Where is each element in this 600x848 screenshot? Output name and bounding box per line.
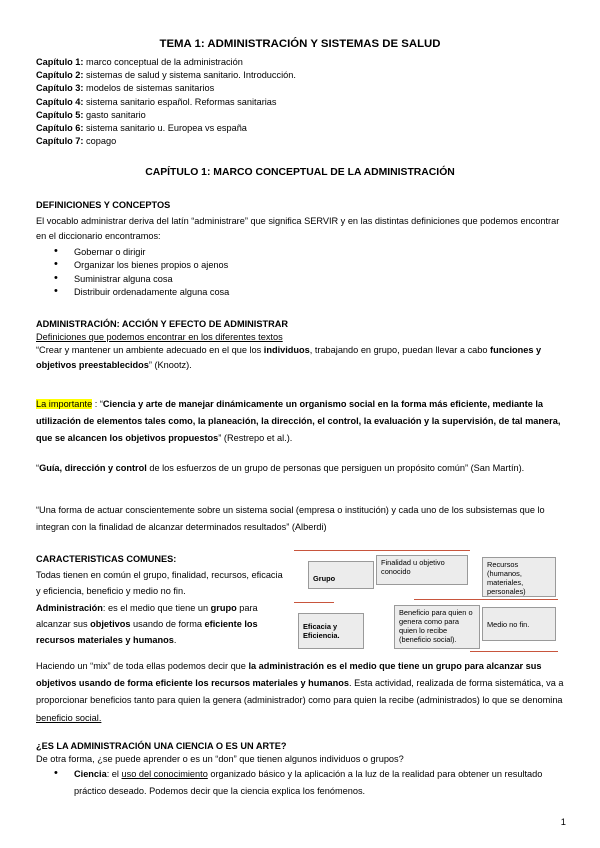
common-section [36, 551, 284, 648]
definitions-intro: El vocablo administrar deriva del latín “administrare” que significa SERVIR y en las distintas definiciones que podemos encontrar en el diccionario encontramos: [36, 215, 560, 241]
chapter-item: Capítulo 7: copago [36, 136, 117, 147]
list-item: • Organizar los bienes propios o ajenos [36, 259, 566, 272]
list-item: • Suministrar alguna cosa [36, 273, 566, 286]
diagram-box-recursos: Recursos (humanos, materiales, personales) [482, 557, 556, 597]
page-number: 1 [560, 816, 566, 827]
admin-definition: Administración: es el medio que tiene un grupo para alcanzar sus objetivos usando de forma eficiente los recursos materiales y humanos. [36, 602, 258, 646]
admin-section [36, 318, 566, 373]
quote-knootz: “Crear y mantener un ambiente adecuado en el que los individuos, trabajando en grupo, puedan llevar a cabo funciones y objetivos preestablecidos” (Knootz). [36, 345, 542, 371]
chapter-list [36, 56, 296, 148]
list-item: • Ciencia: el uso del conocimiento organizado básico y la aplicación a la luz de la realidad para obtener un resultado práctico deseado. Podemos decir que la ciencia explica los fenómenos. [36, 766, 566, 800]
diagram-line [470, 651, 558, 652]
science-intro: De otra forma, ¿se puede aprender o es un “don” que tienen algunos individuos o grupos? [36, 753, 404, 764]
science-section [36, 740, 566, 800]
definitions-list [36, 246, 566, 300]
chapter-item: Capítulo 3: modelos de sistemas sanitarios [36, 83, 215, 94]
mix-paragraph: Haciendo un “mix” de toda ellas podemos decir que la administración es el medio que tiene un grupo para alcanzar sus objetivos usando de forma eficiente los recursos materiales y humanos. Esta actividad, realizada de forma sistemática, va a proporcionar beneficios tanto para quien la genera (administrador) como para quien la recibe (administrados) lo que se denomina beneficio social. [36, 661, 564, 723]
diagram-box-grupo: Grupo [308, 561, 374, 589]
chapter1-title: CAPÍTULO 1: MARCO CONCEPTUAL DE LA ADMINISTRACIÓN [145, 167, 455, 178]
diagram-box-beneficio: Beneficio para quien o genera como para quien lo recibe (beneficio social). [394, 605, 480, 649]
diagram-box-medio: Medio no fin. [482, 607, 556, 641]
list-item: • Distribuir ordenadamente alguna cosa [36, 286, 566, 299]
admin-subheading: Definiciones que podemos encontrar en los diferentes textos [36, 331, 283, 342]
diagram-line [294, 602, 334, 603]
admin-heading: ADMINISTRACIÓN: ACCIÓN Y EFECTO DE ADMINISTRAR [36, 319, 288, 329]
diagram-line [414, 599, 558, 600]
definitions-section [36, 199, 566, 299]
highlight-label: La importante [36, 399, 93, 409]
list-item: • Gobernar o dirigir [36, 246, 566, 259]
document-title: TEMA 1: ADMINISTRACIÓN Y SISTEMAS DE SALUD [159, 38, 441, 50]
science-heading: ¿ES LA ADMINISTRACIÓN UNA CIENCIA O ES UN ARTE? [36, 741, 287, 751]
definitions-heading: DEFINICIONES Y CONCEPTOS [36, 200, 171, 210]
chapter-item: Capítulo 5: gasto sanitario [36, 109, 146, 120]
common-heading: CARACTERISTICAS COMUNES: [36, 554, 177, 564]
chapter-item: Capítulo 6: sistema sanitario u. Europea vs españa [36, 123, 247, 134]
characteristics-diagram [294, 547, 558, 653]
quote-sanmartin: “Guía, dirección y control de los esfuerzos de un grupo de personas que persiguen un propósito común” (San Martín). [36, 463, 525, 473]
diagram-box-finalidad: Finalidad u objetivo conocido [376, 555, 468, 585]
diagram-box-eficacia: Eficacia y Eficiencia. [298, 613, 364, 649]
chapter-item: Capítulo 1: marco conceptual de la administración [36, 57, 243, 67]
chapter-item: Capítulo 2: sistemas de salud y sistema sanitario. Introducción. [36, 70, 296, 81]
diagram-line [294, 550, 470, 551]
common-line: Todas tienen en común el grupo, finalidad, recursos, eficacia y eficiencia, beneficio y medio no fin. [36, 570, 283, 597]
quote-restrepo: La importante : “Ciencia y arte de manejar dinámicamente un organismo social en la forma más eficiente, mediante la utilización de elementos tales como, la planeación, la dirección, el control, la evaluación y la supervisión, de tal manera, que se alcancen los objetivos propuestos” (Restrepo et al.). [36, 399, 561, 443]
chapter-item: Capítulo 4: sistema sanitario español. Reformas sanitarias [36, 96, 277, 107]
quote-alberdi: “Una forma de actuar conscientemente sobre un sistema social (empresa o institución) y cada uno de los subsistemas que lo integran con la finalidad de alcanzar determinados resultados” (Alberdi) [36, 505, 545, 532]
science-list [36, 766, 566, 800]
